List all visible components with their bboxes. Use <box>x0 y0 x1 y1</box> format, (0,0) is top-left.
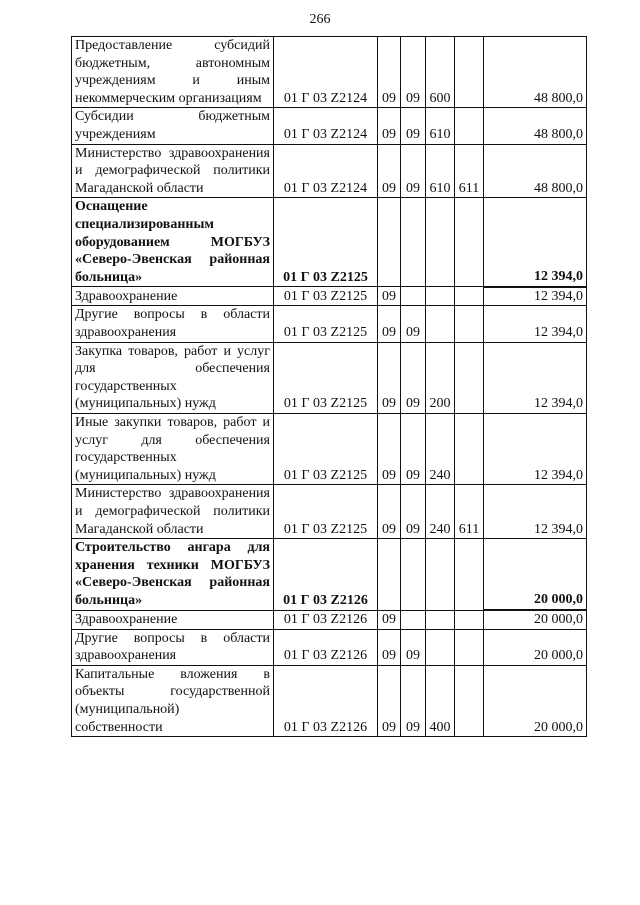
expense-type-code-cell: 400 <box>426 665 455 736</box>
expense-type-code-cell: 600 <box>426 37 455 108</box>
amount-cell: 48 800,0 <box>484 37 587 108</box>
table-row <box>72 144 587 198</box>
section-code-cell: 09 <box>378 306 401 342</box>
amount-cell: 20 000,0 <box>484 539 587 610</box>
expense-type-code-cell <box>426 306 455 342</box>
section-code-cell <box>378 198 401 287</box>
row-name-cell: Оснащение специализированным оборудованием МОГБУЗ «Северо-Эвенская районная больница» <box>72 198 274 287</box>
program-code-cell: 01 Г 03 Z2125 <box>274 342 378 413</box>
amount-cell: 12 394,0 <box>484 287 587 306</box>
program-code-cell: 01 Г 03 Z2126 <box>274 539 378 610</box>
department-code-cell <box>455 306 484 342</box>
expense-type-code-cell: 200 <box>426 342 455 413</box>
expense-type-code-cell: 610 <box>426 108 455 144</box>
amount-cell: 20 000,0 <box>484 665 587 736</box>
section-code-cell: 09 <box>378 37 401 108</box>
row-name-cell: Здравоохранение <box>72 610 274 629</box>
table-row <box>72 108 587 144</box>
amount-cell: 12 394,0 <box>484 485 587 539</box>
program-code-cell: 01 Г 03 Z2125 <box>274 485 378 539</box>
program-code-cell: 01 Г 03 Z2126 <box>274 610 378 629</box>
expense-type-code-cell <box>426 539 455 610</box>
department-code-cell <box>455 342 484 413</box>
section-code-cell: 09 <box>378 413 401 484</box>
budget-table <box>71 36 587 737</box>
subsection-code-cell <box>401 539 426 610</box>
department-code-cell <box>455 198 484 287</box>
subsection-code-cell <box>401 287 426 306</box>
section-code-cell: 09 <box>378 610 401 629</box>
table-row <box>72 665 587 736</box>
row-name-cell: Министерство здравоохранения и демографической политики Магаданской области <box>72 485 274 539</box>
row-name-cell: Строительство ангара для хранения техники МОГБУЗ «Северо-Эвенская районная больница» <box>72 539 274 610</box>
department-code-cell <box>455 413 484 484</box>
table-row <box>72 629 587 665</box>
department-code-cell <box>455 37 484 108</box>
row-name-cell: Иные закупки товаров, работ и услуг для обеспечения государственных (муниципальных) нужд <box>72 413 274 484</box>
section-code-cell <box>378 539 401 610</box>
department-code-cell <box>455 539 484 610</box>
row-name-cell: Капитальные вложения в объекты государственной (муниципальной) собственности <box>72 665 274 736</box>
program-code-cell: 01 Г 03 Z2125 <box>274 287 378 306</box>
section-code-cell: 09 <box>378 485 401 539</box>
page-number: 266 <box>309 12 331 27</box>
table-row <box>72 37 587 108</box>
department-code-cell: 611 <box>455 144 484 198</box>
row-name-cell: Другие вопросы в области здравоохранения <box>72 306 274 342</box>
section-code-cell: 09 <box>378 144 401 198</box>
subsection-code-cell: 09 <box>401 665 426 736</box>
row-name-cell: Другие вопросы в области здравоохранения <box>72 629 274 665</box>
expense-type-code-cell <box>426 287 455 306</box>
expense-type-code-cell: 610 <box>426 144 455 198</box>
table-row <box>72 306 587 342</box>
amount-cell: 20 000,0 <box>484 610 587 629</box>
table-row <box>72 342 587 413</box>
budget-table-body <box>72 37 587 737</box>
amount-cell: 12 394,0 <box>484 413 587 484</box>
table-row <box>72 413 587 484</box>
row-name-cell: Закупка товаров, работ и услуг для обеспечения государственных (муниципальных) нужд <box>72 342 274 413</box>
program-code-cell: 01 Г 03 Z2125 <box>274 413 378 484</box>
table-row <box>72 539 587 610</box>
expense-type-code-cell: 240 <box>426 413 455 484</box>
section-code-cell: 09 <box>378 342 401 413</box>
expense-type-code-cell <box>426 198 455 287</box>
program-code-cell: 01 Г 03 Z2125 <box>274 306 378 342</box>
subsection-code-cell: 09 <box>401 629 426 665</box>
amount-cell: 48 800,0 <box>484 108 587 144</box>
subsection-code-cell: 09 <box>401 485 426 539</box>
expense-type-code-cell: 240 <box>426 485 455 539</box>
subsection-code-cell: 09 <box>401 37 426 108</box>
row-name-cell: Предоставление субсидий бюджетным, автономным учреждениям и иным некоммерческим организациям <box>72 37 274 108</box>
row-name-cell: Субсидии бюджетным учреждениям <box>72 108 274 144</box>
program-code-cell: 01 Г 03 Z2124 <box>274 144 378 198</box>
section-code-cell: 09 <box>378 665 401 736</box>
department-code-cell <box>455 108 484 144</box>
table-row <box>72 198 587 287</box>
amount-cell: 12 394,0 <box>484 342 587 413</box>
subsection-code-cell <box>401 610 426 629</box>
amount-cell: 48 800,0 <box>484 144 587 198</box>
department-code-cell <box>455 610 484 629</box>
program-code-cell: 01 Г 03 Z2124 <box>274 37 378 108</box>
amount-cell: 12 394,0 <box>484 198 587 287</box>
subsection-code-cell: 09 <box>401 306 426 342</box>
expense-type-code-cell <box>426 610 455 629</box>
subsection-code-cell <box>401 198 426 287</box>
row-name-cell: Министерство здравоохранения и демографической политики Магаданской области <box>72 144 274 198</box>
department-code-cell <box>455 287 484 306</box>
subsection-code-cell: 09 <box>401 342 426 413</box>
section-code-cell: 09 <box>378 108 401 144</box>
department-code-cell: 611 <box>455 485 484 539</box>
program-code-cell: 01 Г 03 Z2126 <box>274 629 378 665</box>
program-code-cell: 01 Г 03 Z2126 <box>274 665 378 736</box>
row-name-cell: Здравоохранение <box>72 287 274 306</box>
expense-type-code-cell <box>426 629 455 665</box>
amount-cell: 20 000,0 <box>484 629 587 665</box>
section-code-cell: 09 <box>378 287 401 306</box>
subsection-code-cell: 09 <box>401 144 426 198</box>
table-row <box>72 287 587 306</box>
table-row <box>72 485 587 539</box>
department-code-cell <box>455 629 484 665</box>
amount-cell: 12 394,0 <box>484 306 587 342</box>
table-row <box>72 610 587 629</box>
department-code-cell <box>455 665 484 736</box>
section-code-cell: 09 <box>378 629 401 665</box>
program-code-cell: 01 Г 03 Z2124 <box>274 108 378 144</box>
program-code-cell: 01 Г 03 Z2125 <box>274 198 378 287</box>
subsection-code-cell: 09 <box>401 108 426 144</box>
subsection-code-cell: 09 <box>401 413 426 484</box>
